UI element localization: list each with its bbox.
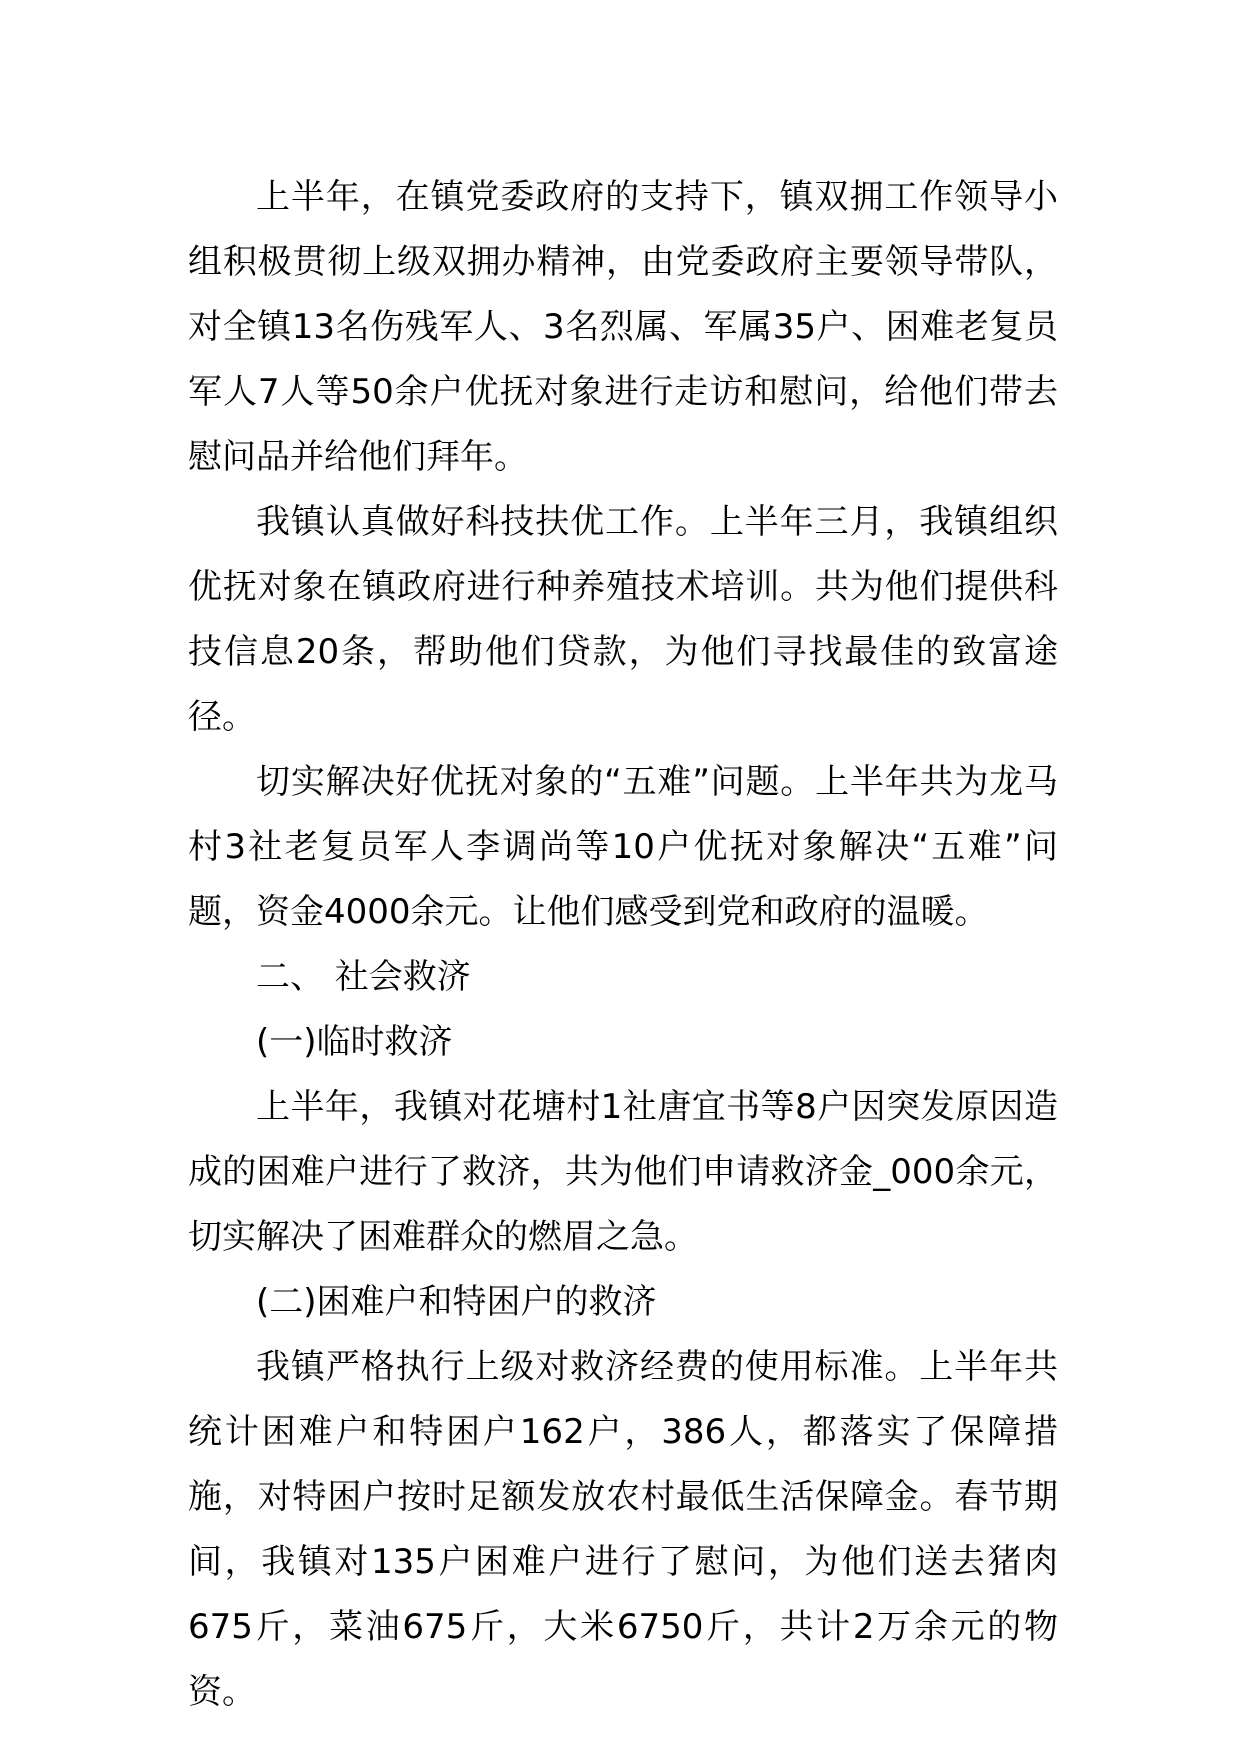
paragraph-poor-household-relief: 我镇严格执行上级对救济经费的使用标准。上半年共统计困难户和特困户162户，386人，都落实了保障措施，对特困户按时足额发放农村最低生活保障金。春节期间，我镇对135户困难户进行了慰问，为他们送去猪肉675斤，菜油675斤，大米6750斤，共计2万余元的物资。 xyxy=(188,1347,1058,1712)
paragraph-temporary-relief: 上半年，我镇对花塘村1社唐宜书等8户因突发原因造成的困难户进行了救济，共为他们申请救济金_000余元，切实解决了困难群众的燃眉之急。 xyxy=(188,1087,1058,1257)
paragraph-yufu-visits: 上半年，在镇党委政府的支持下，镇双拥工作领导小组积极贯彻上级双拥办精神，由党委政府主要领导带队，对全镇13名伤残军人、3名烈属、军属35户、困难老复员军人7人等50余户优抚对象进行走访和慰问，给他们带去慰问品并给他们拜年。 xyxy=(188,177,1058,477)
subheading-temporary-relief: (一)临时救济 xyxy=(256,1022,453,1062)
document-body xyxy=(188,165,1058,1725)
section-heading-social-relief: 二、 社会救济 xyxy=(256,957,471,997)
paragraph-tech-support: 我镇认真做好科技扶优工作。上半年三月，我镇组织优抚对象在镇政府进行种养殖技术培训。共为他们提供科技信息20条，帮助他们贷款，为他们寻找最佳的致富途径。 xyxy=(188,502,1058,737)
paragraph-five-difficulties: 切实解决好优抚对象的“五难”问题。上半年共为龙马村3社老复员军人李调尚等10户优抚对象解决“五难”问题，资金4000余元。让他们感受到党和政府的温暖。 xyxy=(188,762,1058,932)
subheading-poor-household-relief: (二)困难户和特困户的救济 xyxy=(256,1282,657,1322)
